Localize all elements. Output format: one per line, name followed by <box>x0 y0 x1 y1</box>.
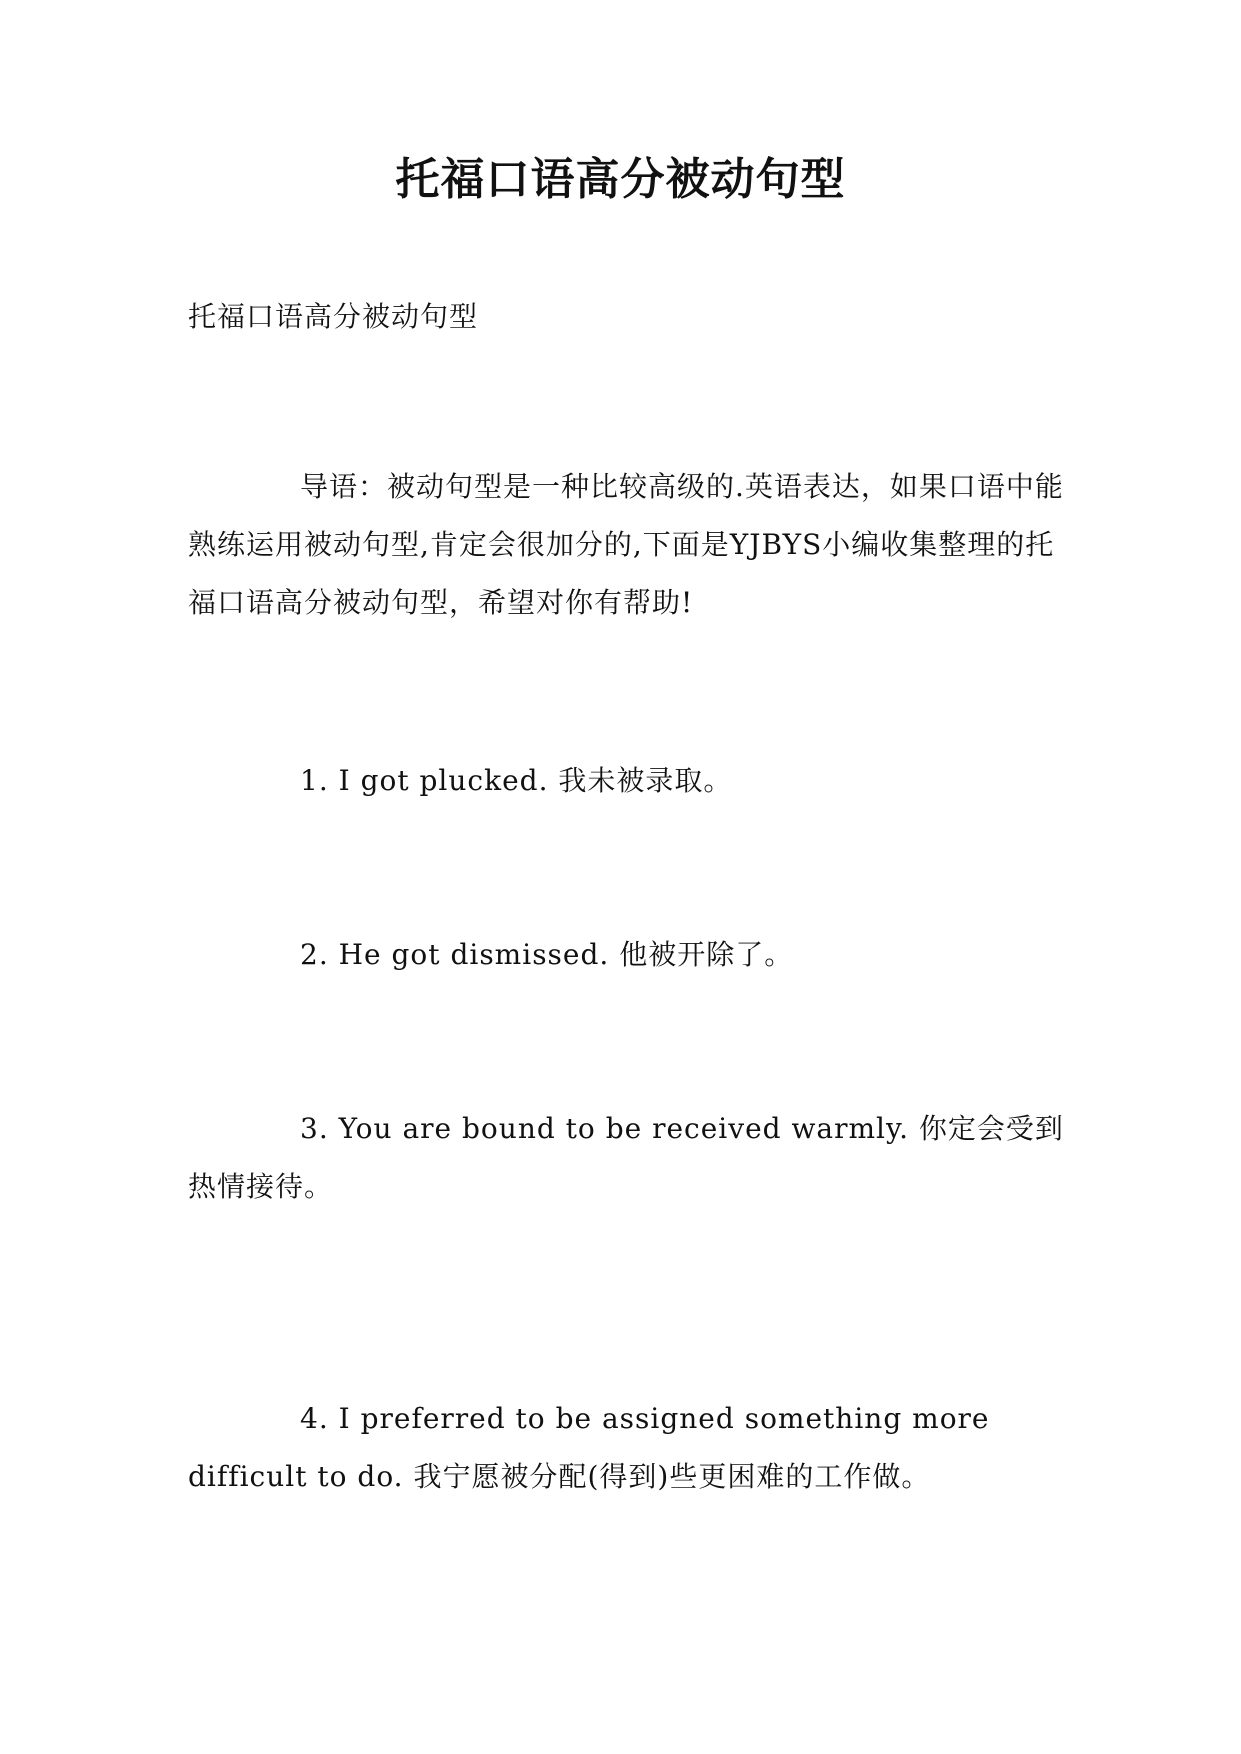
list-item: 1. I got plucked. 我未被录取。 <box>300 764 733 797</box>
intro-paragraph: 导语：被动句型是一种比较高级的.英语表达，如果口语中能熟练运用被动句型,肯定会很加分的,下面是YJBYS小编收集整理的托福口语高分被动句型，希望对你有帮助! <box>188 470 1064 619</box>
list-item: 2. He got dismissed. 他被开除了。 <box>300 938 794 971</box>
document-subtitle: 托福口语高分被动句型 <box>188 300 479 333</box>
list-item: 3. You are bound to be received warmly. 你定会受到热情接待。 <box>188 1112 1064 1203</box>
list-item: 4. I preferred to be assigned something more difficult to do. 我宁愿被分配(得到)些更困难的工作做。 <box>188 1402 1000 1493</box>
document-title: 托福口语高分被动句型 <box>395 154 846 205</box>
